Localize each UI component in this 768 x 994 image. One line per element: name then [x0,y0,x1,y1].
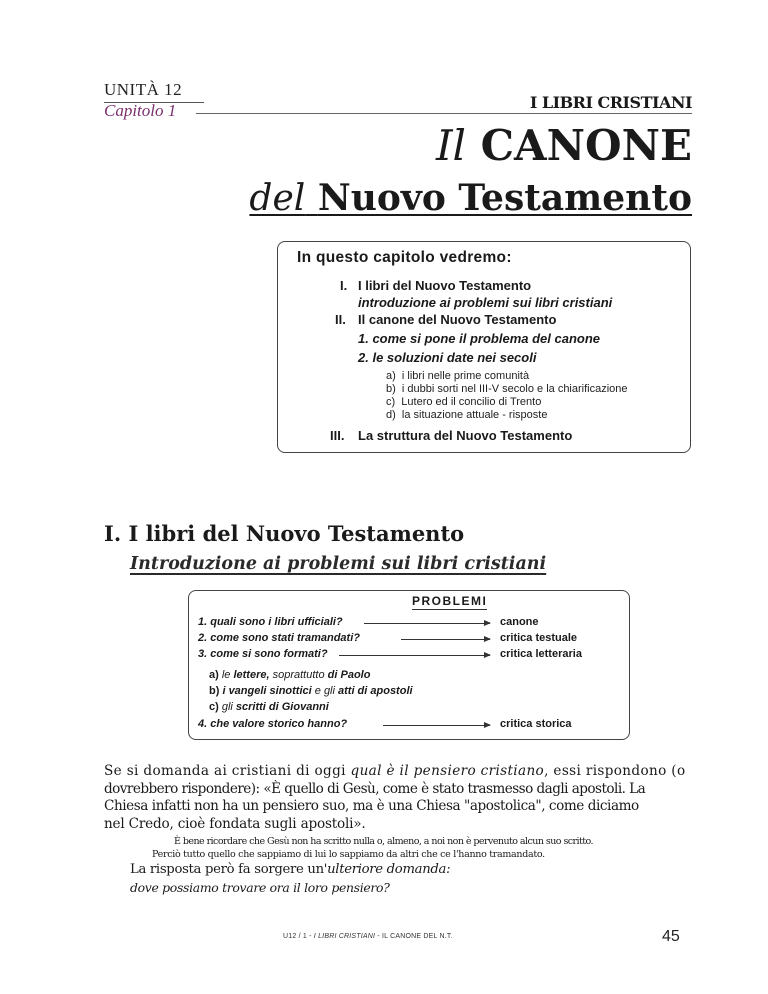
summary-item2-point2: 2. le soluzioni date nei secoli [358,350,537,365]
summary-item2-title: Il canone del Nuovo Testamento [358,312,557,327]
title-prefix-il: Il [435,121,466,170]
summary-heading: In questo capitolo vedremo: [297,249,512,266]
answer-line: La risposta però fa sorgere un'ulteriore domanda: [130,862,451,877]
arrow-icon [364,623,490,624]
body-paragraph: Se si domanda ai cristiani di oggi qual è il pensiero cristiano, essi rispondono (o dovrebbero rispondere): «È quello di Gesù, come è stato trasmesso dagli apostoli. La Chiesa infatti non ha un pensiero suo, ma è una Chiesa "apostolica", come diciamo nel Credo, cioè fondata sugli apostoli». [104,763,686,832]
summary-item3-num: III. [330,428,345,443]
arrow-icon [383,725,490,726]
problem-answer: critica storica [500,718,572,730]
page-title-line1 [436,122,692,170]
arrow-icon [401,639,490,640]
page-title-line2 [249,176,692,221]
problems-title: PROBLEMI [412,594,488,608]
problem-subitem-a: a) le lettere, soprattutto di Paolo [209,669,371,681]
arrow-icon [339,655,490,656]
summary-subitem: b) i dubbi sorti nel III-V secolo e la chiarificazione [386,383,628,395]
problem-question: 4. che valore storico hanno? [198,718,348,730]
summary-subitem: d) la situazione attuale - risposte [386,409,548,421]
title-prefix-del: del [249,178,306,219]
footnote-line2: Perciò tutto quello che sappiamo di lui lo sappiamo da altri che ce l'hanno tramandato. [152,849,545,860]
problem-answer: critica letteraria [500,648,582,660]
question-line: dove possiamo trovare ora il loro pensiero? [130,880,390,895]
problem-answer: canone [500,616,539,628]
problem-subitem-c: c) gli scritti di Giovanni [209,701,329,713]
footer-reference: U12 / 1 - I LIBRI CRISTIANI - IL CANONE DEL N.T. [283,933,453,940]
summary-item1-num: I. [340,278,348,293]
problem-answer: critica testuale [500,632,578,644]
section-heading: I. I libri del Nuovo Testamento [104,521,465,546]
summary-subitem: c) Lutero ed il concilio di Trento [386,396,542,408]
summary-item1-sub: introduzione ai problemi sui libri cristiani [358,295,613,310]
summary-item2-point1: 1. come si pone il problema del canone [358,331,601,346]
chapter-label: Capitolo 1 [104,101,177,120]
footnote-line1: È bene ricordare che Gesù non ha scritto nulla o, almeno, a noi non è pervenuto alcun suo scritto. [174,836,594,847]
summary-item2-num: II. [335,312,346,327]
section-subheading: Introduzione ai problemi sui libri cristiani [130,554,547,574]
summary-item1-title: I libri del Nuovo Testamento [358,278,532,293]
problem-subitem-b: b) i vangeli sinottici e gli atti di apostoli [209,685,413,697]
unit-label: UNITÀ 12 [104,80,183,99]
title-canone: CANONE [480,121,692,170]
summary-item3-title: La struttura del Nuovo Testamento [358,428,573,443]
problem-question: 2. come sono stati tramandati? [198,632,360,644]
problem-question: 1. quali sono i libri ufficiali? [198,616,343,628]
page-number: 45 [662,928,680,945]
collection-title: I LIBRI CRISTIANI [529,93,692,112]
problems-box [188,590,630,740]
chapter-summary-box [277,241,691,453]
header-rule [196,113,692,114]
summary-subitem: a) i libri nelle prime comunità [386,370,530,382]
problem-question: 3. come si sono formati? [198,648,328,660]
title-nuovo-testamento: Nuovo Testamento [317,177,692,219]
